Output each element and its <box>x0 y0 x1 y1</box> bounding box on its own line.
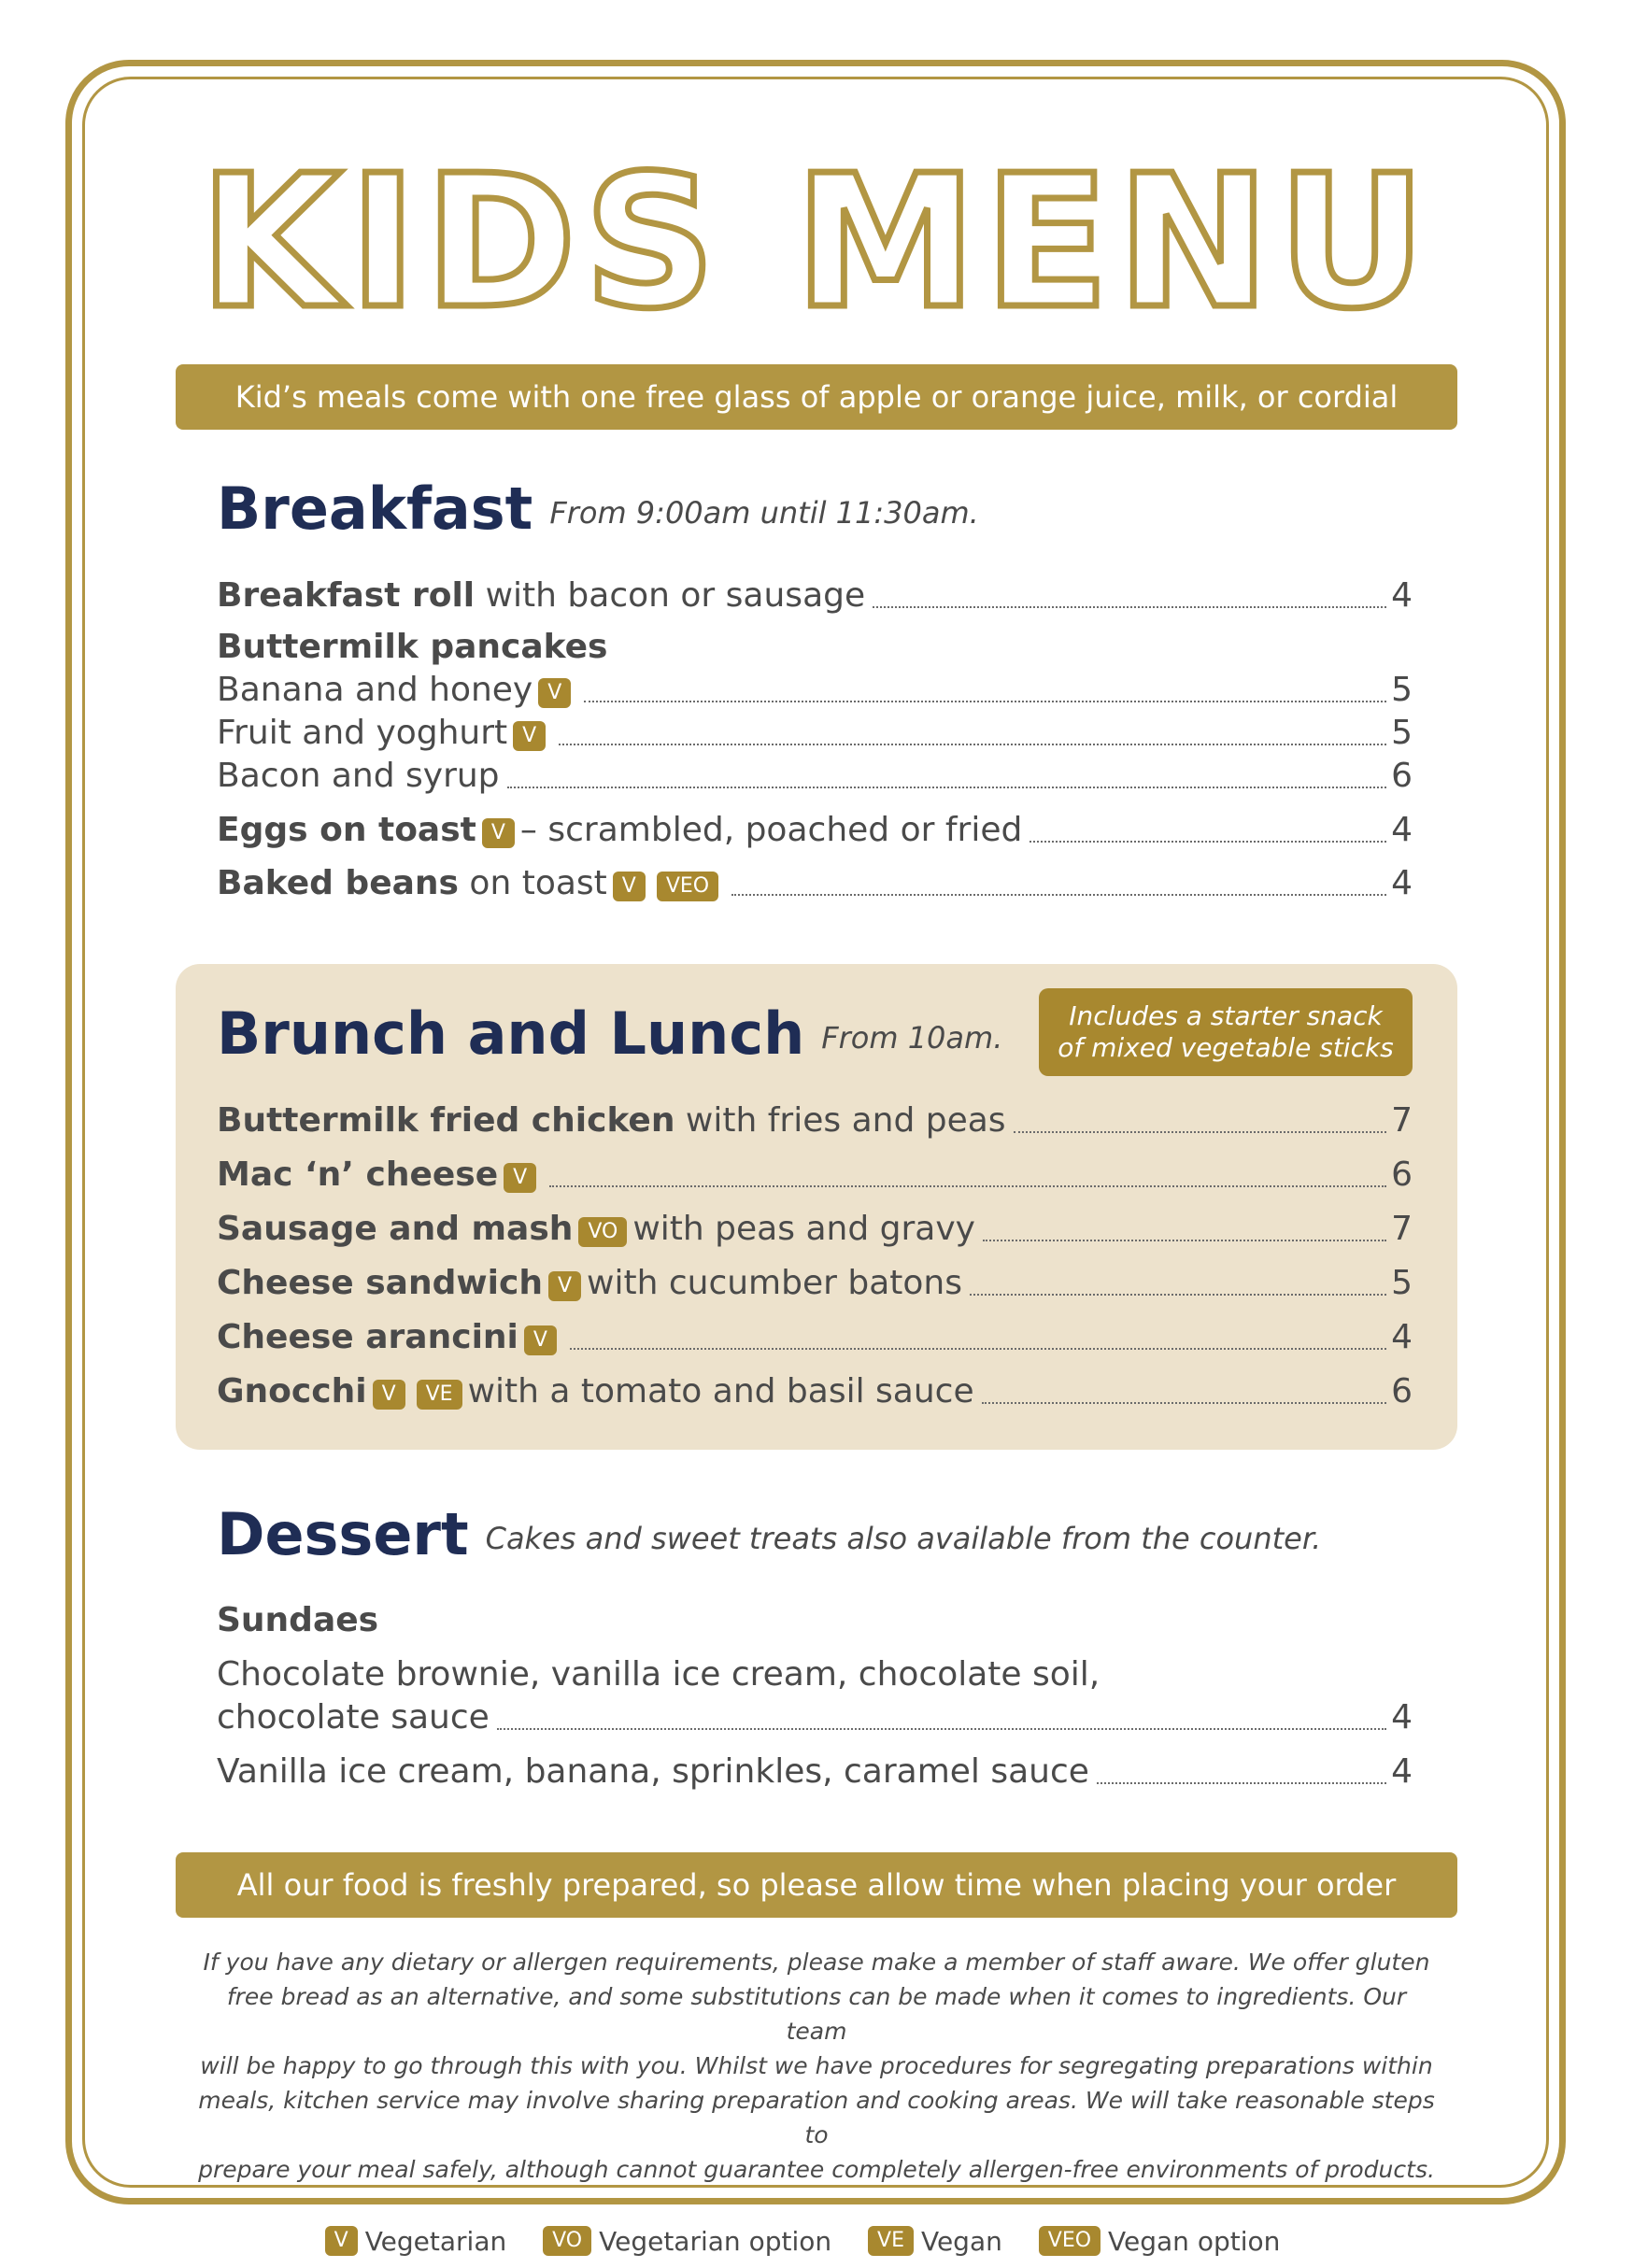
item-desc: with bacon or sausage <box>485 576 866 615</box>
item-name: Buttermilk fried chicken <box>217 1101 675 1140</box>
item-price: 4 <box>1391 1752 1413 1791</box>
item-price: 4 <box>1391 864 1413 902</box>
menu-item-sausage-mash <box>217 1208 1413 1251</box>
legend-label: Vegan <box>920 2226 1002 2257</box>
item-price: 4 <box>1391 811 1413 849</box>
leader-dots <box>983 1239 1386 1241</box>
menu-title: KIDS MENU <box>199 136 1434 349</box>
leader-dots <box>982 1401 1386 1404</box>
item-desc: with a tomato and basil sauce <box>467 1372 974 1410</box>
item-name: Gnocchi <box>217 1372 367 1410</box>
item-name: Sausage and mash <box>217 1210 574 1248</box>
vegetarian-badge: V <box>482 818 515 848</box>
disclaimer-line: prepare your meal safely, although cannot guarantee completely allergen-free environments of products. <box>198 2156 1435 2183</box>
leader-dots <box>1014 1130 1386 1133</box>
item-name: Cheese arancini <box>217 1318 518 1356</box>
dessert-subtitle: Cakes and sweet treats also available from the counter. <box>485 1520 1322 1556</box>
item-name: chocolate sauce <box>217 1698 490 1736</box>
vegetarian-badge: V <box>504 1163 536 1193</box>
leader-dots <box>1030 840 1386 843</box>
legend-badge: VO <box>543 2226 591 2256</box>
legend-item-vegetarian <box>325 2226 507 2257</box>
lunch-heading: Brunch and Lunch <box>217 999 805 1068</box>
leader-dots <box>570 1347 1386 1350</box>
vegetarian-badge: V <box>373 1380 405 1410</box>
item-price: 5 <box>1391 1264 1413 1302</box>
item-name: Bacon and syrup <box>217 757 500 795</box>
menu-item-breakfast-roll <box>217 574 1413 617</box>
menu-item-sundae-1 <box>217 1696 1413 1739</box>
dessert-heading: Dessert <box>217 1500 469 1568</box>
dietary-legend <box>0 2223 1633 2261</box>
legend-item-vegan-option <box>1039 2226 1281 2257</box>
sundae-1-line-1: Chocolate brownie, vanilla ice cream, chocolate soil, <box>217 1655 1100 1694</box>
item-price: 5 <box>1391 671 1413 709</box>
item-name: Mac ‘n’ cheese <box>217 1155 499 1194</box>
menu-item-sundae-2 <box>217 1751 1413 1793</box>
vegetarian-badge: V <box>548 1271 581 1301</box>
allergen-disclaimer <box>196 1945 1437 2187</box>
item-desc: – scrambled, poached or fried <box>519 811 1023 849</box>
menu-item-fried-chicken <box>217 1099 1413 1142</box>
item-price: 7 <box>1391 1210 1413 1248</box>
item-price: 6 <box>1391 757 1413 795</box>
vegan-option-badge: VEO <box>657 872 718 901</box>
dessert-title <box>217 1502 1321 1571</box>
lunch-title <box>217 1001 1002 1070</box>
item-price: 4 <box>1391 576 1413 615</box>
leader-dots <box>873 605 1386 608</box>
item-name: Vanilla ice cream, banana, sprinkles, caramel sauce <box>217 1752 1089 1791</box>
disclaimer-line: If you have any dietary or allergen requirements, please make a member of staff aware. We offer gluten <box>203 1949 1430 1976</box>
starter-snack-badge <box>1039 988 1413 1076</box>
leader-dots <box>731 893 1386 896</box>
leader-dots <box>497 1727 1386 1730</box>
legend-badge: VEO <box>1039 2226 1100 2256</box>
breakfast-heading: Breakfast <box>217 475 533 543</box>
item-desc: with cucumber batons <box>587 1264 962 1302</box>
item-price: 4 <box>1391 1698 1413 1736</box>
item-name: Baked beans <box>217 864 459 902</box>
menu-item-cheese-arancini <box>217 1316 1413 1359</box>
disclaimer-line: free bread as an alternative, and some substitutions can be made when it comes to ingredients. Our team <box>226 1983 1407 2045</box>
menu-item-banana-honey <box>217 669 1413 712</box>
menu-item-mac-cheese <box>217 1154 1413 1197</box>
item-desc: with fries and peas <box>685 1101 1006 1140</box>
snack-line-2: of mixed vegetable sticks <box>1058 1032 1394 1063</box>
lunch-subtitle: From 10am. <box>821 1019 1003 1056</box>
leader-dots <box>1097 1781 1386 1784</box>
item-desc: with peas and gravy <box>632 1210 975 1248</box>
vegetarian-badge: V <box>513 721 546 751</box>
sundaes-heading: Sundaes <box>217 1601 379 1639</box>
item-name: Fruit and yoghurt <box>217 714 508 752</box>
vegetarian-badge: V <box>524 1325 557 1355</box>
leader-dots <box>559 743 1386 745</box>
breakfast-title <box>217 476 979 546</box>
leader-dots <box>507 786 1386 788</box>
leader-dots <box>970 1293 1386 1296</box>
menu-item-baked-beans <box>217 862 1413 905</box>
legend-label: Vegetarian option <box>599 2226 832 2257</box>
item-name: Cheese sandwich <box>217 1264 543 1302</box>
item-price: 4 <box>1391 1318 1413 1356</box>
vegetarian-badge: V <box>538 678 571 708</box>
snack-line-1: Includes a starter snack <box>1069 1000 1383 1031</box>
leader-dots <box>549 1184 1386 1187</box>
menu-item-fruit-yoghurt <box>217 712 1413 755</box>
leader-dots <box>584 700 1386 702</box>
vegan-badge: VE <box>417 1380 462 1410</box>
menu-item-gnocchi <box>217 1370 1413 1413</box>
legend-item-vegetarian-option <box>543 2226 831 2257</box>
item-name: Breakfast roll <box>217 576 476 615</box>
legend-label: Vegan option <box>1108 2226 1281 2257</box>
legend-item-vegan <box>868 2226 1002 2257</box>
vegetarian-option-badge: VO <box>578 1217 627 1247</box>
freshly-prepared-banner: All our food is freshly prepared, so please allow time when placing your order <box>176 1852 1457 1918</box>
item-price: 6 <box>1391 1372 1413 1410</box>
legend-badge: VE <box>868 2226 914 2256</box>
item-price: 6 <box>1391 1155 1413 1194</box>
menu-item-bacon-syrup <box>217 755 1413 798</box>
vegetarian-badge: V <box>613 872 646 901</box>
legend-label: Vegetarian <box>364 2226 507 2257</box>
breakfast-subtitle: From 9:00am until 11:30am. <box>549 494 979 531</box>
legend-badge: V <box>325 2226 358 2256</box>
pancakes-heading: Buttermilk pancakes <box>217 628 608 666</box>
menu-item-cheese-sandwich <box>217 1262 1413 1305</box>
disclaimer-line: meals, kitchen service may involve sharing preparation and cooking areas. We will take reasonable steps to <box>198 2087 1435 2148</box>
item-name: Eggs on toast <box>217 811 476 849</box>
item-price: 5 <box>1391 714 1413 752</box>
free-drink-banner: Kid’s meals come with one free glass of apple or orange juice, milk, or cordial <box>176 364 1457 430</box>
item-price: 7 <box>1391 1101 1413 1140</box>
item-desc: on toast <box>469 864 607 902</box>
disclaimer-line: will be happy to go through this with you. Whilst we have procedures for segregating preparations within <box>200 2052 1433 2079</box>
menu-item-eggs-on-toast <box>217 809 1413 852</box>
item-name: Banana and honey <box>217 671 533 709</box>
